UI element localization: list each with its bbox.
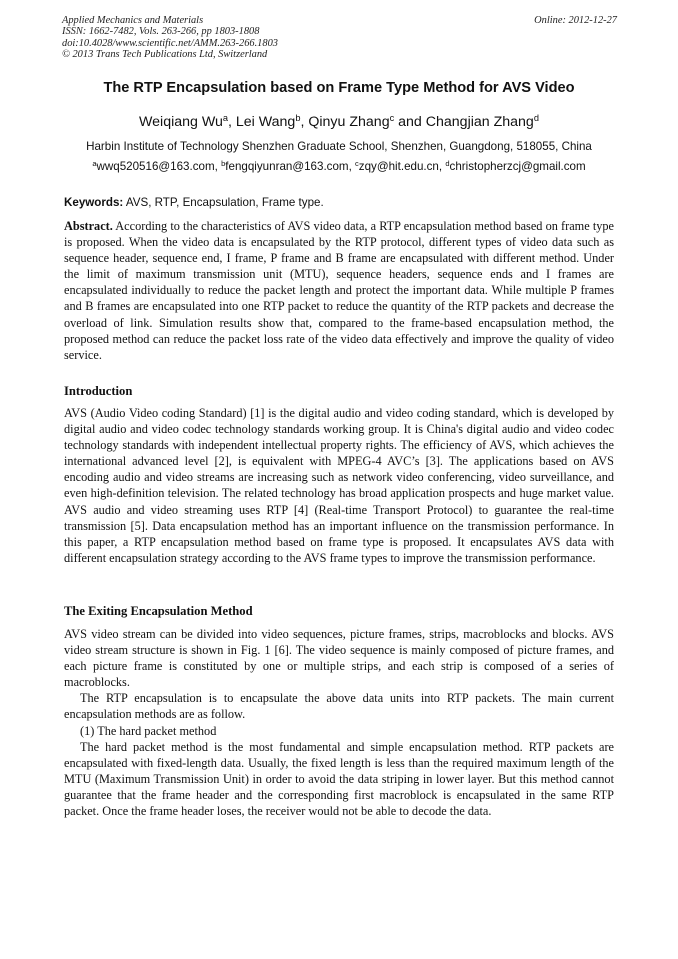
author-sup: a [222, 112, 229, 123]
abstract-label: Abstract. [64, 219, 113, 233]
keywords-label: Keywords: [64, 196, 124, 209]
email-sup: d [445, 158, 450, 168]
keywords [64, 196, 616, 209]
existing-method-heading: The Exiting Encapsulation Method [64, 604, 253, 618]
author-separator: , [300, 114, 309, 130]
author-name: Changjian Zhang [425, 114, 534, 130]
journal-issn: ISSN: 1662-7482, Vols. 263-266, pp 1803-1808 [62, 26, 260, 38]
paragraph: The RTP encapsulation is to encapsulate the above data units into RTP packets. The main current encapsulation methods are as follow. [64, 691, 614, 722]
author-name: Weiqiang Wu [139, 114, 223, 130]
email-sup: b [221, 158, 226, 168]
email-address[interactable]: fengqiyunran@163.com [225, 160, 349, 173]
paragraph: AVS video stream can be divided into video sequences, picture frames, strips, macroblocks and blocks. AVS video stream structure is shown in Fig. 1 [6]. The video sequence is mainly composed of picture frames, and each picture frame is constituted by one or multiple strips, and each strip is composed of a series of macroblocks. [64, 627, 614, 690]
author-sup: d [533, 112, 539, 123]
journal-name: Applied Mechanics and Materials [62, 15, 204, 26]
email-address[interactable]: christopherzcj@gmail.com [449, 160, 586, 173]
author-sup: b [295, 112, 301, 123]
paper-title: The RTP Encapsulation based on Frame Type Method for AVS Video [103, 80, 575, 96]
online-date: Online: 2012-12-27 [534, 15, 617, 26]
author-sup: c [389, 112, 395, 123]
subheading-hard-packet: (1) The hard packet method [80, 723, 217, 738]
author-name: Qinyu Zhang [308, 114, 390, 130]
author-list [0, 114, 678, 130]
email-separator: , [348, 160, 356, 173]
existing-method-section [64, 626, 614, 819]
introduction-text: AVS (Audio Video coding Standard) [1] is the digital audio and video coding standard, which is developed by digital audio and video codec technology standards working group. It is China's digital audio and video codec technology standards with independent intellectual property rights. The efficiency of AVS, which achieves the international advanced level [2], is equivalent with MPEG-4 AVC’s [3]. The applications based on AVS encoding audio and video streams are increasing such as network video conferencing, video surveillance, and even high-definition television. The related technology has broad application prospects and huge market value. AVS audio and video streaming uses RTP [4] (Real-time Transport Protocol) to guarantee the real-time transmission [5]. Data encapsulation method has an important influence on the transmission performance. In this paper, a RTP encapsulation method based on frame type is proposed. It encapsulates AVS data with different encapsulation strategy according to the AVS frame types to improve the transmission performance. [64, 406, 614, 565]
email-address[interactable]: wwq520516@163.com [96, 160, 215, 173]
journal-doi: doi:10.4028/www.scientific.net/AMM.263-266.1803 [62, 37, 278, 49]
email-sup: c [355, 158, 359, 168]
author-separator: , [228, 114, 236, 130]
introduction-heading: Introduction [64, 384, 133, 398]
journal-header [62, 15, 617, 60]
author-name: Lei Wang [235, 114, 296, 130]
journal-copyright: © 2013 Trans Tech Publications Ltd, Switzerland [62, 48, 268, 60]
email-separator: , [438, 160, 446, 173]
abstract [64, 218, 614, 363]
author-separator: and [394, 114, 426, 130]
paragraph: The hard packet method is the most fundamental and simple encapsulation method. RTP packets are encapsulated with fixed-length data. Usually, the fixed length is less than the required maximum length of the MTU (Maximum Transmission Unit) in order to avoid the data striping in lower layer. But this method cannot guarantee that the frame header and the corresponding first macroblock is encapsulated in the same RTP packet. Once the frame header loses, the receiver would not be able to decode the data. [64, 739, 614, 819]
affiliation: Harbin Institute of Technology Shenzhen Graduate School, Shenzhen, Guangdong, 518055, China [86, 140, 592, 153]
email-address[interactable]: zqy@hit.edu.cn [358, 160, 439, 173]
email-list [0, 160, 678, 173]
email-sup: a [92, 158, 97, 168]
abstract-text: According to the characteristics of AVS video data, a RTP encapsulation method based on frame type is proposed. When the video data is encapsulated by the RTP protocol, different types of video data such as sequence header, sequence end, I frame, P frame and B frame are encapsulated with different method. Under the limit of maximum transmission unit (MTU), sequence headers, sequence ends and I frames are encapsulated individually to reduce the packet length and protect the important data. While multiple P frames and B frames are encapsulated into one RTP packet to reduce the quantity of the RTP packets and decrease the overload of link. Simulation results show that, compared to the frame-based encapsulation method, the proposed method can reduce the packet loss rate of the video data effectively and improve the quality of video service. [64, 219, 614, 362]
keywords-text: AVS, RTP, Encapsulation, Frame type. [123, 196, 324, 209]
email-separator: , [214, 160, 222, 173]
